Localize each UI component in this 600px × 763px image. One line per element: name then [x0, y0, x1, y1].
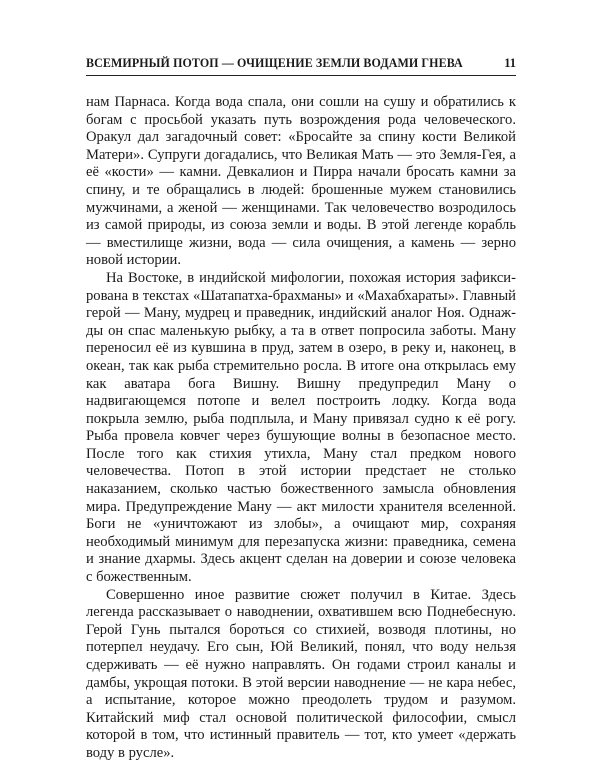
- paragraph-china: Совершенно иное развитие сюжет получил в Китае. Здесь легенда рассказывает о наводнении, охватившем всю Поднебесную. Герой Гунь пытался бороться со стихией, возводя плотины, но потерпел неудачу. Его сын, Юй Великий, понял, что воду нельзя сдерживать — её нужно направлять. Он годами строил каналы и дамбы, укрощая потоки. В этой версии наводнение — не кара небес, а испытание, которое можно преодолеть трудом и разумом. Китайский миф стал основой политической философии, смысл которой в том, что истинный правитель — тот, кто умеет «держать воду в русле».: [86, 586, 516, 761]
- header-divider: [86, 75, 516, 76]
- page-number: 11: [504, 56, 516, 70]
- running-header: [86, 50, 516, 76]
- paragraph-continued: нам Парнаса. Когда вода спала, они сошли на сушу и обратились к богам с просьбой указать путь возрождения рода человеческого. Оракул дал загадочный совет: «Бросайте за спину кости Великой Матери». Супруги догадались, что Великая Мать — это Земля-Гея, а её «кости» — камни. Девкалион и Пирра начали бросать камни за спину, и те обращались в людей: брошенные мужем становились мужчинами, а женой — женщинами. Так человечество возродилось из самой природы, из союза земли и воды. В этой легенде корабль — вместилище жизни, вода — сила очищения, а камень — зерно новой истории.: [86, 94, 516, 269]
- paragraph-india: На Востоке, в индийской мифологии, похожая история зафиксирована в текстах «Шатапатха-брахманы» и «Махабхараты». Главный герой — Ману, мудрец и праведник, индийский аналог Ноя. Однажды он спас маленькую рыбку, а та в ответ попросила заботы. Ману переносил её из кувшина в пруд, затем в озеро, в реку и, наконец, в океан, так как рыба стремительно росла. В итоге она открылась ему как аватара бога Вишну. Вишну предупредил Ману о надвигающемся потопе и велел построить лодку. Когда вода покрыла землю, рыба подплыла, и Ману привязал судно к её рогу. Рыба провела ковчег через бушующие волны в безопасное место. После того как стихия утихла, Ману стал предком нового человечества. Потоп в этой истории предстает не столько наказанием, сколько частью божественного замысла обновления мира. Предупреждение Ману — акт милости хранителя вселенной. Боги не «уничтожают из злобы», а очищают мир, сохраняя необходимый минимум для перезапуска жизни: праведника, семена и знание дхармы. Здесь акцент сделан на доверии и союзе человека с божественным.: [86, 269, 516, 586]
- running-title: ВСЕМИРНЫЙ ПОТОП — ОЧИЩЕНИЕ ЗЕМЛИ ВОДАМИ ГНЕВА: [86, 56, 463, 70]
- text-body: [86, 94, 516, 763]
